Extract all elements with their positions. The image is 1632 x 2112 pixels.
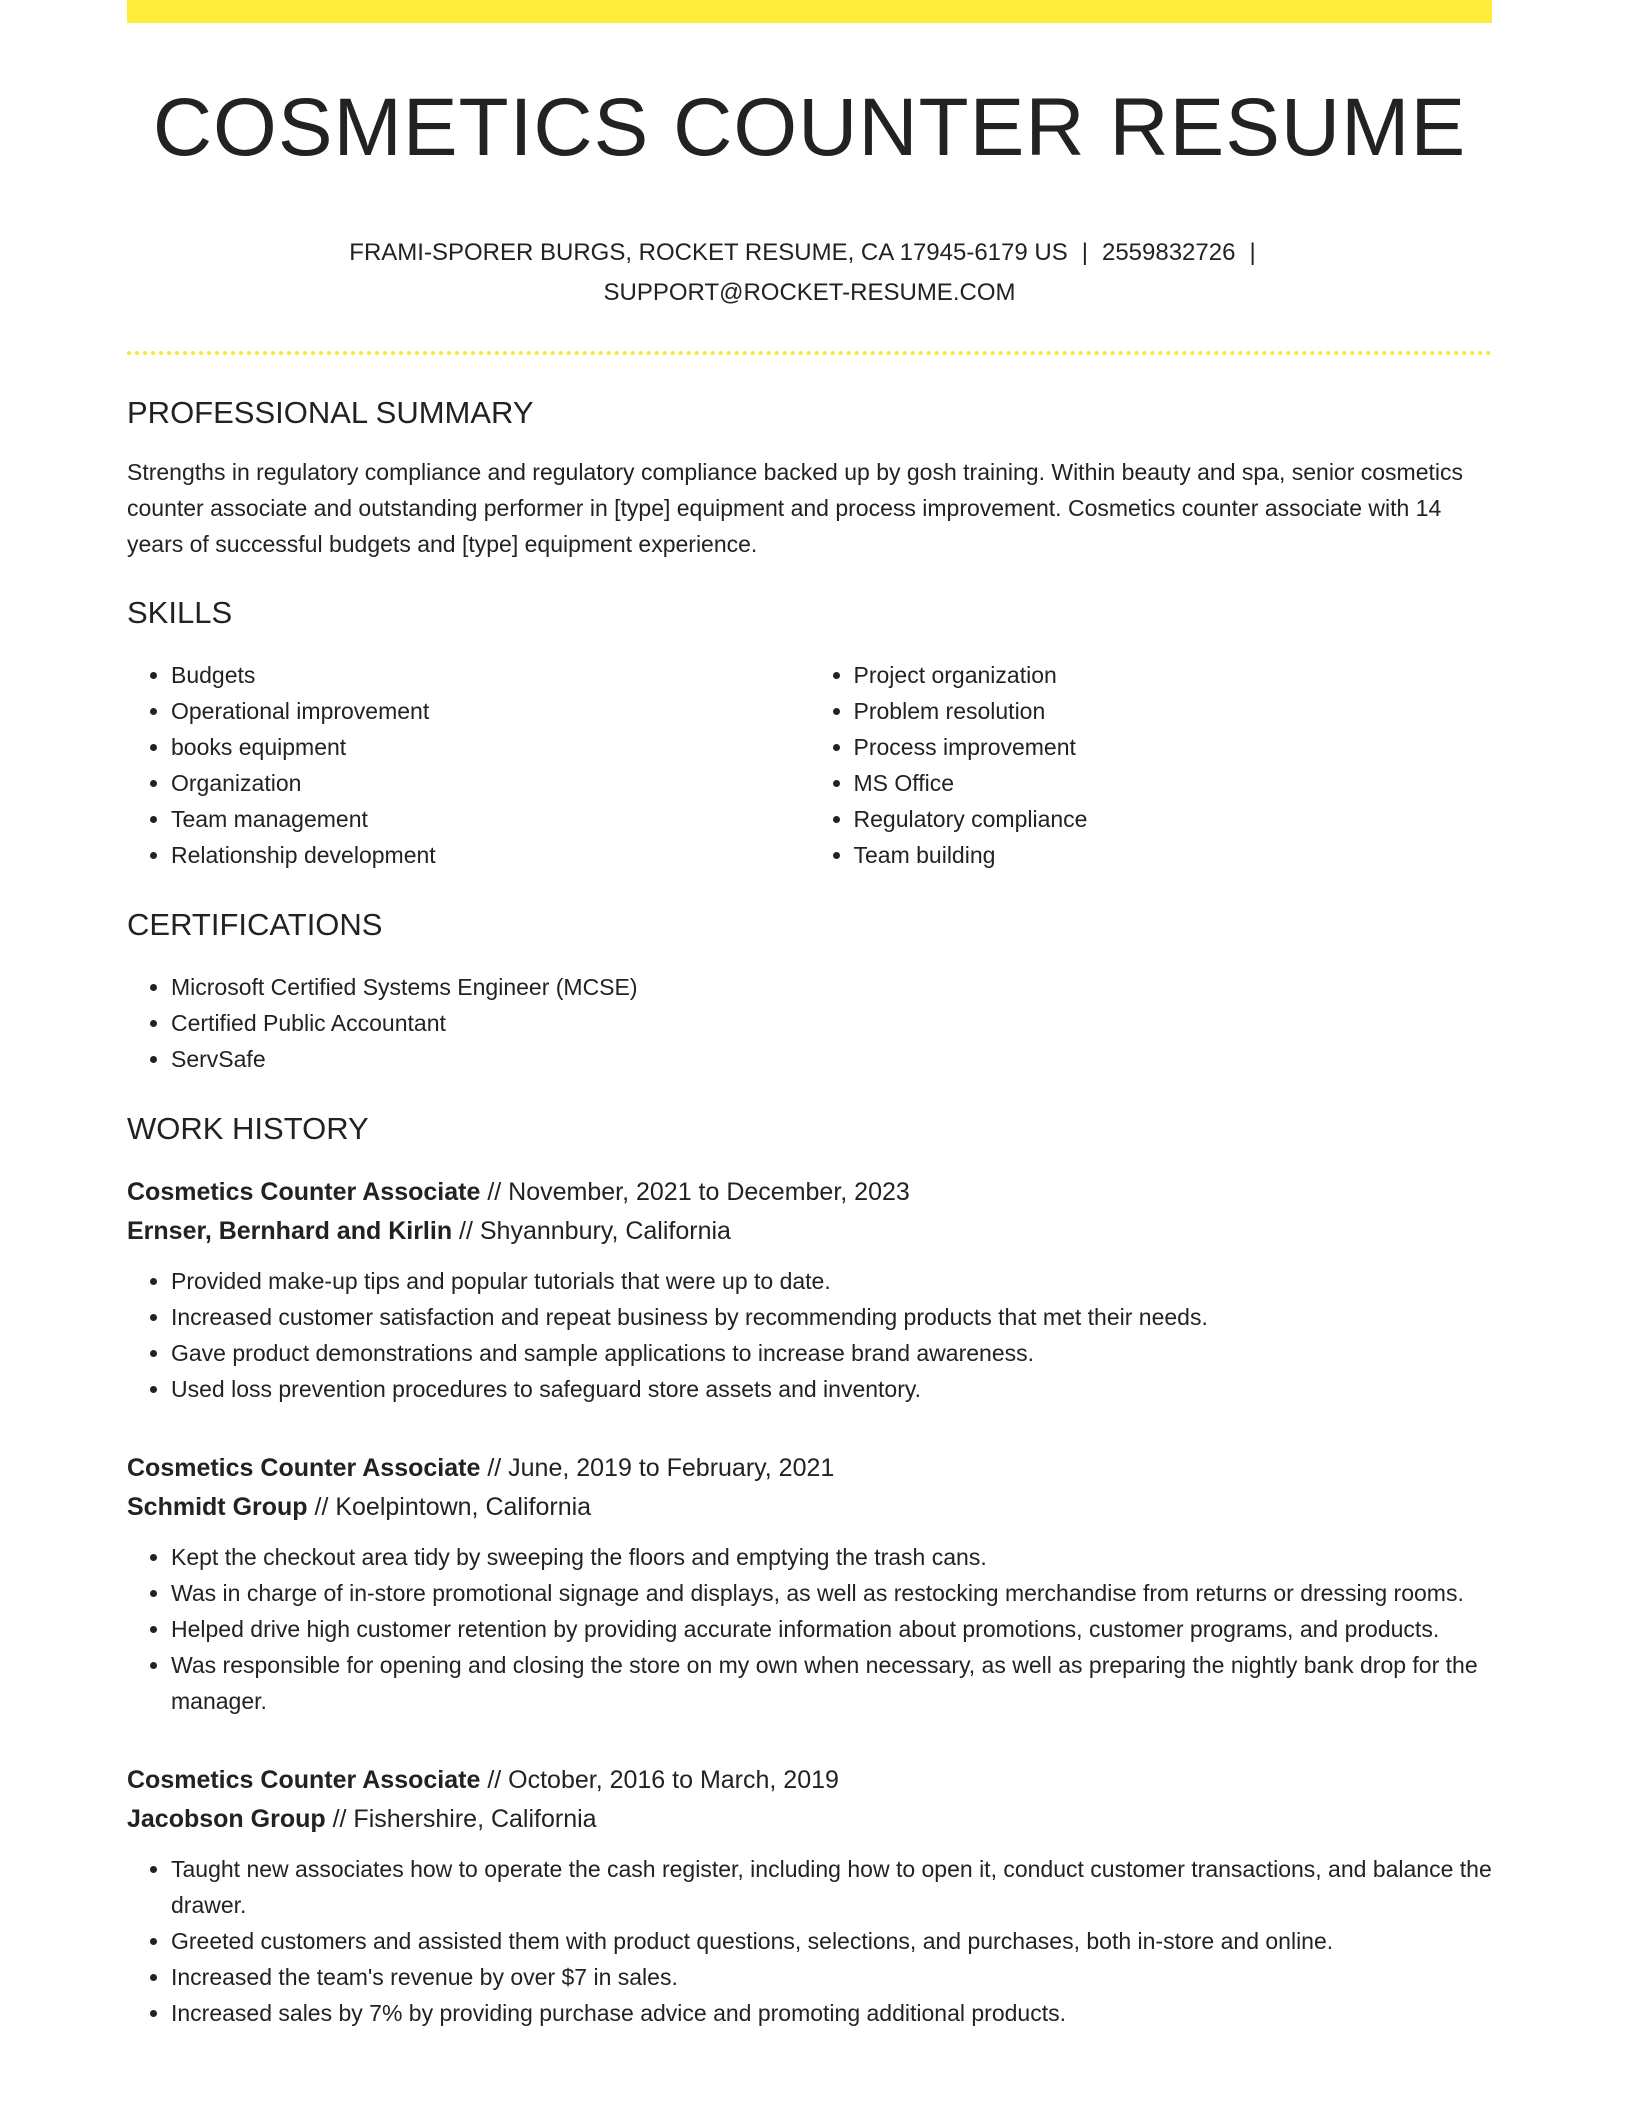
job-location: // Koelpintown, California: [314, 1493, 592, 1521]
skill-item: • Team management: [171, 801, 810, 837]
contact-line-1: [127, 233, 1492, 273]
job-company-line: [127, 1488, 1492, 1527]
skill-item: • Relationship development: [171, 837, 810, 873]
job-bullet: • Increased customer satisfaction and repeat business by recommending products that met their needs.: [171, 1299, 1492, 1335]
skill-item: • books equipment: [171, 729, 810, 765]
skill-item: • Budgets: [171, 657, 810, 693]
job-dates: // October, 2016 to March, 2019: [487, 1766, 839, 1794]
skill-item: • Team building: [854, 837, 1493, 873]
job-bullet: • Helped drive high customer retention by providing accurate information about promotions, customer programs, and products.: [171, 1611, 1492, 1647]
job-bullets: [127, 1263, 1492, 1407]
skill-item: • Project organization: [854, 657, 1493, 693]
job-bullet: • Was responsible for opening and closing the store on my own when necessary, as well as preparing the nightly bank drop for the manager.: [171, 1647, 1492, 1719]
job-bullet: • Kept the checkout area tidy by sweeping the floors and emptying the trash cans.: [171, 1539, 1492, 1575]
job-bullet: • Increased the team's revenue by over $7 in sales.: [171, 1959, 1492, 1995]
job-bullet: • Taught new associates how to operate the cash register, including how to open it, conduct customer transactions, and balance the drawer.: [171, 1851, 1492, 1923]
contact-separator: |: [1249, 239, 1256, 266]
contact-separator: |: [1081, 239, 1088, 266]
contact-email: SUPPORT@ROCKET-RESUME.COM: [603, 279, 1016, 306]
resume-title: COSMETICS COUNTER RESUME: [152, 82, 1467, 173]
job-bullets: [127, 1539, 1492, 1719]
skills-column-right: [810, 657, 1493, 873]
job-title: Cosmetics Counter Associate: [127, 1178, 481, 1206]
job-company-line: [127, 1212, 1492, 1251]
job-bullet: • Used loss prevention procedures to safeguard store assets and inventory.: [171, 1371, 1492, 1407]
certifications-list: [127, 969, 1492, 1077]
summary-heading: PROFESSIONAL SUMMARY: [127, 395, 534, 430]
contact-info: [127, 233, 1492, 313]
skills-heading: SKILLS: [127, 595, 233, 630]
skill-item: • Operational improvement: [171, 693, 810, 729]
header-divider: [127, 351, 1492, 355]
job-title: Cosmetics Counter Associate: [127, 1766, 481, 1794]
job-bullet: • Provided make-up tips and popular tutorials that were up to date.: [171, 1263, 1492, 1299]
job-entry: [127, 1173, 1492, 1407]
job-company: Ernser, Bernhard and Kirlin: [127, 1217, 453, 1245]
job-title: Cosmetics Counter Associate: [127, 1454, 481, 1482]
job-title-line: [127, 1761, 1492, 1800]
contact-phone: 2559832726: [1101, 239, 1236, 266]
skill-item: • Regulatory compliance: [854, 801, 1493, 837]
skill-item: • MS Office: [854, 765, 1493, 801]
skill-item: • Organization: [171, 765, 810, 801]
summary-text: Strengths in regulatory compliance and regulatory compliance backed up by gosh training. Within beauty and spa, senior cosmetics counter associate and outstanding performer in [type] equipment and process improvement. Cosmetics counter associate with 14 years of successful budgets and [type] equipment experience.: [127, 459, 1464, 557]
certification-item: • Certified Public Accountant: [171, 1005, 1492, 1041]
job-title-line: [127, 1449, 1492, 1488]
work-history-heading: WORK HISTORY: [127, 1111, 369, 1146]
certifications-heading: CERTIFICATIONS: [127, 907, 383, 942]
job-entry: [127, 1761, 1492, 2031]
job-company: Jacobson Group: [127, 1805, 326, 1833]
job-company-line: [127, 1800, 1492, 1839]
job-bullet: • Gave product demonstrations and sample applications to increase brand awareness.: [171, 1335, 1492, 1371]
job-location: // Shyannbury, California: [459, 1217, 731, 1245]
skills-list: [127, 657, 1492, 873]
job-entry: [127, 1449, 1492, 1719]
job-title-line: [127, 1173, 1492, 1212]
job-bullet: • Increased sales by 7% by providing purchase advice and promoting additional products.: [171, 1995, 1492, 2031]
job-bullets: [127, 1851, 1492, 2031]
certification-item: • ServSafe: [171, 1041, 1492, 1077]
job-company: Schmidt Group: [127, 1493, 308, 1521]
skill-item: • Process improvement: [854, 729, 1493, 765]
contact-line-2: [127, 273, 1492, 313]
job-dates: // November, 2021 to December, 2023: [487, 1178, 910, 1206]
resume-content: [127, 0, 1492, 2031]
job-dates: // June, 2019 to February, 2021: [487, 1454, 835, 1482]
job-bullet: • Was in charge of in-store promotional signage and displays, as well as restocking merchandise from returns or dressing rooms.: [171, 1575, 1492, 1611]
job-location: // Fishershire, California: [332, 1805, 597, 1833]
certification-item: • Microsoft Certified Systems Engineer (MCSE): [171, 969, 1492, 1005]
job-bullet: • Greeted customers and assisted them with product questions, selections, and purchases, both in-store and online.: [171, 1923, 1492, 1959]
contact-address: FRAMI-SPORER BURGS, ROCKET RESUME, CA 17945-6179 US: [349, 239, 1068, 266]
skills-column-left: [127, 657, 810, 873]
skill-item: • Problem resolution: [854, 693, 1493, 729]
